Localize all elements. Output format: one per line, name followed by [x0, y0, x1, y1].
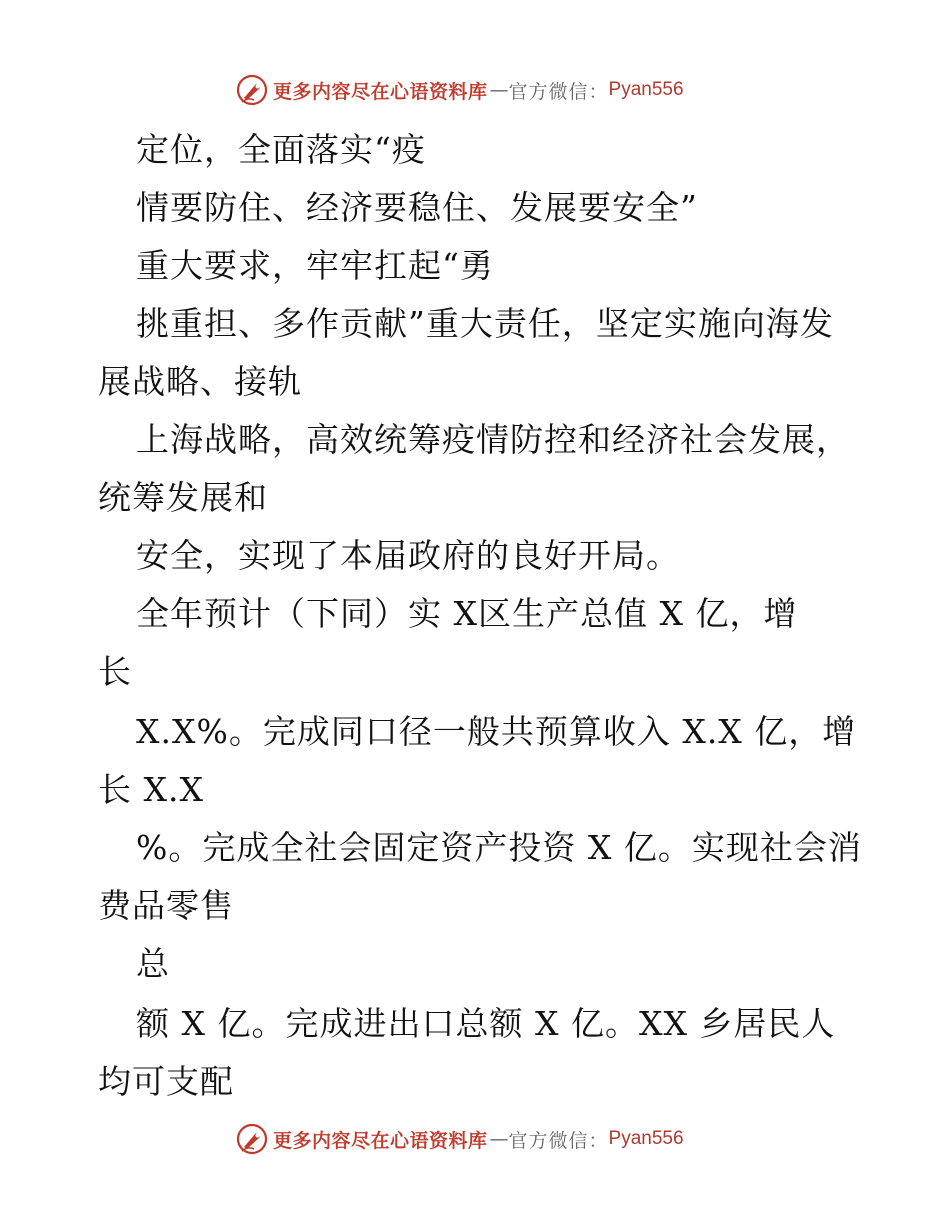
text-line: 额 X 亿。完成进出口总额 X 亿。XX 乡居民人 [136, 1004, 836, 1043]
watermark-separator: — [489, 1128, 509, 1150]
watermark-wechat-id: Pyan556 [608, 1128, 684, 1149]
text-line: 重大要求，牢牢扛起“勇 [136, 246, 494, 285]
watermark-brand-text: 更多内容尽在心语资料库 [273, 1129, 488, 1152]
watermark-wechat-label: 官方微信： [508, 1129, 609, 1152]
text-line: 均可支配 [98, 1062, 234, 1101]
text-line: 安全，实现了本届政府的良好开局。 [136, 536, 680, 575]
watermark-separator: — [489, 79, 509, 101]
text-line: 上海战略，高效统筹疫情防控和经济社会发展， [136, 420, 850, 459]
footer-watermark [235, 1122, 684, 1156]
text-line: 总 [136, 944, 170, 983]
text-line: X.X%。完成同口径一般共预算收入 X.X 亿，增 [136, 712, 857, 751]
pen-nib-logo-icon [235, 73, 269, 107]
text-line: 长 X.X [98, 770, 204, 809]
text-line: 展战略、接轨 [98, 362, 302, 401]
pen-nib-logo-icon [235, 1122, 269, 1156]
text-line: 挑重担、多作贡献”重大责任，坚定实施向海发 [136, 304, 834, 343]
text-line: 长 [98, 652, 132, 691]
text-line: 情要防住、经济要稳住、发展要安全” [136, 188, 698, 227]
header-watermark [235, 73, 684, 107]
text-line: 费品零售 [98, 886, 234, 925]
watermark-brand-text: 更多内容尽在心语资料库 [273, 80, 488, 103]
text-line: 全年预计（下同）实 X区生产总值 X 亿，增 [136, 594, 798, 633]
watermark-wechat-id: Pyan556 [608, 79, 684, 100]
watermark-wechat-label: 官方微信： [508, 80, 609, 103]
text-line: %。完成全社会固定资产投资 X 亿。实现社会消 [136, 828, 862, 867]
text-line: 统筹发展和 [98, 478, 268, 517]
text-line: 定位，全面落实“疫 [136, 130, 426, 169]
